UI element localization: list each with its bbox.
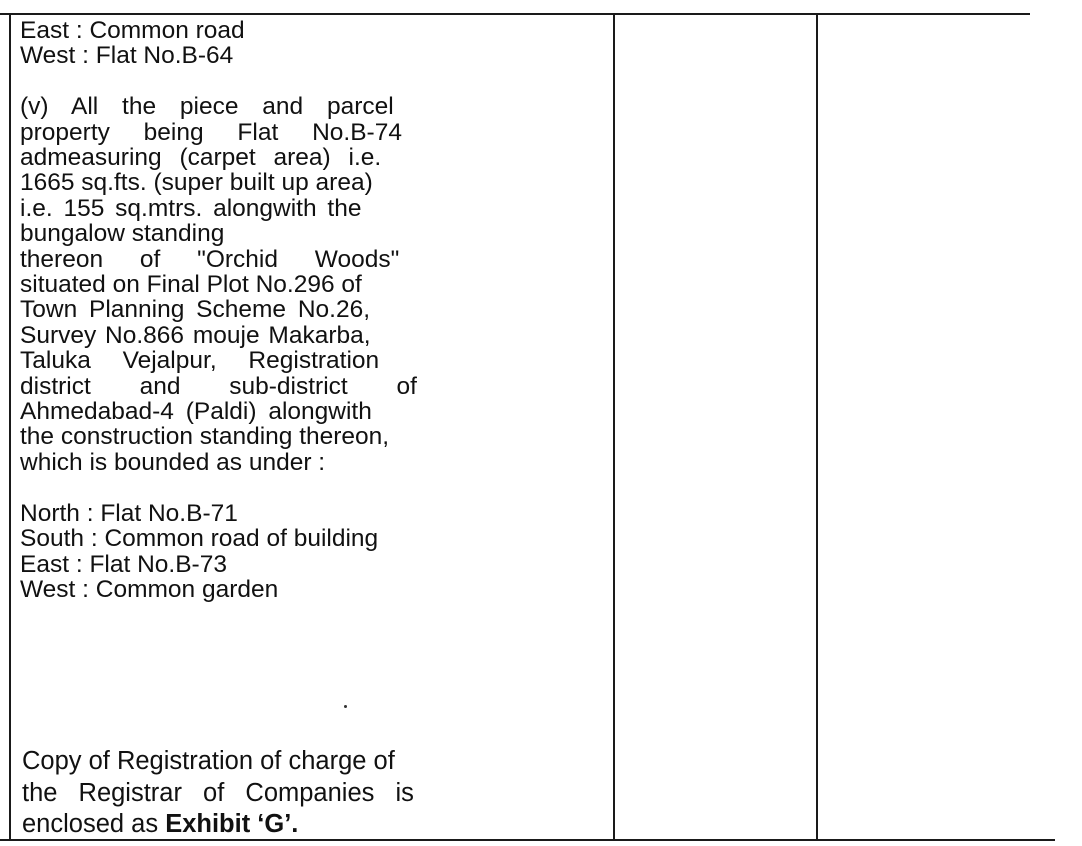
text-line: district and sub-district of [20, 372, 417, 400]
table-left-border [9, 14, 11, 840]
text-line: Taluka Vejalpur, Registration [20, 347, 380, 375]
exhibit-reference: Exhibit ‘G’. [165, 810, 299, 838]
boundary-east-line: East : Flat No.B-73 [20, 550, 227, 578]
text-line: 1665 sq.fts. (super built up area) [20, 169, 373, 197]
text-line: property being Flat No.B-74 [20, 118, 402, 146]
text-line: admeasuring (carpet area) i.e. [20, 144, 382, 172]
boundary-west-line: West : Flat No.B-64 [20, 42, 234, 70]
text-line: the construction standing thereon, [20, 423, 390, 451]
boundary-west-line: West : Common garden [20, 575, 279, 603]
text-line: thereon of "Orchid Woods" [20, 245, 400, 273]
stray-mark [344, 705, 347, 708]
boundary-north-line: North : Flat No.B-71 [20, 499, 238, 527]
text-line: i.e. 155 sq.mtrs. alongwith the [20, 194, 362, 222]
text-line: which is bounded as under : [20, 448, 326, 476]
exhibit-note-prefix: enclosed as [22, 810, 166, 838]
property-description-cell [20, 18, 602, 602]
exhibit-note-line [22, 809, 600, 841]
text-line: Survey No.866 mouje Makarba, [20, 321, 371, 349]
text-line: Ahmedabad-4 (Paldi) alongwith [20, 398, 372, 426]
exhibit-note-line: Copy of Registration of charge of [22, 747, 395, 775]
boundary-south-line: South : Common road of building [20, 525, 379, 553]
text-line: Town Planning Scheme No.26, [20, 296, 371, 324]
exhibit-note [22, 746, 600, 841]
column-divider-1 [613, 14, 615, 840]
text-line: (v) All the piece and parcel [20, 93, 394, 121]
boundary-east-line: East : Common road [20, 17, 245, 44]
text-line: bungalow standing [20, 220, 225, 248]
text-line: situated on Final Plot No.296 of [20, 271, 362, 299]
column-divider-2 [816, 14, 818, 840]
exhibit-note-line: the Registrar of Companies is [22, 778, 414, 807]
table-top-border [0, 13, 1030, 15]
